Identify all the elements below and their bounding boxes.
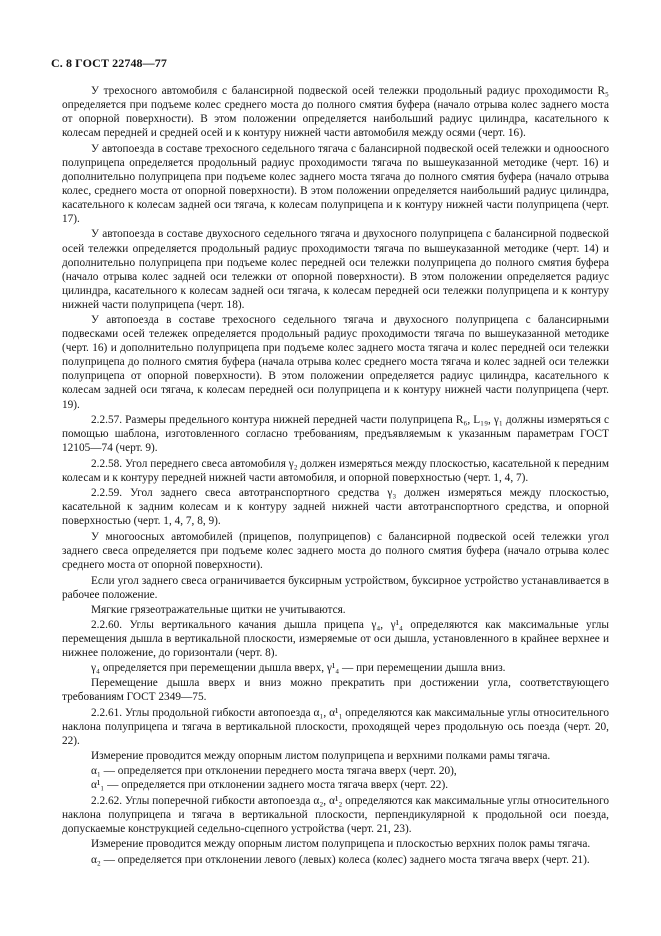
clause-2-2-57: 2.2.57. Размеры предельного контура нижней передней части полуприцепа R₆, L₁₉, γ₁ должны измеряться с помощью шаблона, изготовленного согласно требованиям, предъявляемым к указанным параметрам ГОСТ 12105—74 (черт. 9). [62, 414, 609, 455]
clause-2-2-59: 2.2.59. Угол заднего свеса автотранспортного средства γ₃ должен измеряться между плоскостью, касательной к задним колесам и к контуру задней нижней части автотранспортного средства, и опорной поверхностью (черт. 1, 4, 7, 8, 9). [62, 487, 609, 528]
clause-2-2-60: 2.2.60. Углы вертикального качания дышла прицепа γ₄, γ¹₄ определяются как максимальные углы перемещения дышла в вертикальной плоскости, измеряемые от оси дышла, установленного в крайнее верхнее и нижнее положение, до горизонтали (черт. 8). [62, 618, 609, 659]
paragraph: α¹₁ — определяется при отклонении заднего моста тягача вверх (черт. 22). [91, 779, 449, 792]
clause-2-2-61: 2.2.61. Углы продольной гибкости автопоезда α₁, α¹₁ определяются как максимальные углы относительного наклона полуприцепа и тягача в вертикальной плоскости, проходящей через продольную ось поезда (черт. 20, 22). [62, 706, 609, 747]
paragraph: Измерение проводится между опорным листом полуприцепа и верхними полками рамы тягача. [91, 750, 551, 763]
paragraph: У автопоезда в составе трехосного седельного тягача и двухосного полуприцепа с балансирными подвесками осей тележек определяется продольный радиус проходимости тягача по вышеуказанной методике (черт. 16) и дополнительно полуприцепа при подъеме колес заднего моста тягача и колес передней оси тележки полуприцепа до полного смятия буфера (начала отрыва колес среднего моста тягача и колес задней оси тележки полуприцепа от опорной поверхности). В этом положении определяется радиус цилиндра, касательного к колесам задней оси тягача, к колесам передней оси полуприцепа и к контуру нижней части полуприцепа (черт. 19). [62, 314, 609, 411]
paragraph: Перемещение дышла вверх и вниз можно прекратить при достижении угла, соответствующего требованиям ГОСТ 2349—75. [62, 676, 609, 703]
page-header: С. 8 ГОСТ 22748—77 [51, 56, 167, 70]
paragraph: Если угол заднего свеса ограничивается буксирным устройством, буксирное устройство устанавливается в рабочее положение. [62, 574, 609, 601]
paragraph: У автопоезда в составе двухосного седельного тягача и двухосного полуприцепа с балансирной подвеской осей тележки определяется продольный радиус проходимости тягача по вышеуказанной методике (черт. 14) и дополнительно полуприцепа при подъеме колес передней оси тележки полуприцепа до полного смятия буфера (начало отрыва колес задней оси тележки от опорной поверхности). В этом положении определяется радиус цилиндра, касательного к колесам задней оси тягача, к колесам передней оси тележки полуприцепа и к контуру нижней части полуприцепа (черт. 18). [62, 228, 609, 311]
clause-2-2-58: 2.2.58. Угол переднего свеса автомобиля γ₂ должен измеряться между плоскостью, касательной к передним колесам и к контуру передней нижней части автомобиля, и опорной поверхностью (черт. 1, 4, 7). [62, 457, 609, 484]
paragraph: У автопоезда в составе трехосного седельного тягача с балансирной подвеской осей тележки и одноосного полуприцепа определяется продольный радиус проходимости тягача по вышеуказанной методике (черт. 16) и дополнительно полуприцепа при подъеме колес заднего моста тягача до полного смятия буфера (начало отрыва колес, среднего моста от опорной поверхности). В этом положении определяется наибольший радиус цилиндра, касательного к колесам задней оси тягача, к колесам полуприцепа и к контуру нижней части полуприцепа (черт. 17). [62, 142, 609, 225]
paragraph: Мягкие грязеотражательные щитки не учитываются. [91, 604, 346, 617]
paragraph: γ₄ определяется при перемещении дышла вверх, γ¹₄ — при перемещении дышла вниз. [91, 662, 506, 675]
body-text [62, 84, 609, 869]
paragraph: У трехосного автомобиля с балансирной подвеской осей тележки продольный радиус проходимости R₅ определяется при подъеме колес среднего моста до полного смятия буфера (начало отрыва колес заднего моста от опорной поверхности). В этом положении определяется наибольший радиус цилиндра, касательного к колесам передней и средней осей и к контуру нижней части автомобиля между осями (черт. 16). [62, 85, 609, 140]
paragraph: α₂ — определяется при отклонении левого (левых) колеса (колес) заднего моста тягача вверх (черт. 21). [91, 853, 590, 866]
paragraph: Измерение проводится между опорным листом полуприцепа и плоскостью верхних полок рамы тягача. [91, 838, 591, 851]
clause-2-2-62: 2.2.62. Углы поперечной гибкости автопоезда α₂, α¹₂ определяются как максимальные углы относительного наклона полуприцепа и тягача в вертикальной плоскости, перпендикулярной к продольной оси поезда, допускаемые конструкцией седельно-сцепного устройства (черт. 21, 23). [62, 794, 609, 835]
paragraph: α₁ — определяется при отклонении переднего моста тягача вверх (черт. 20), [91, 764, 457, 777]
paragraph: У многоосных автомобилей (прицепов, полуприцепов) с балансирной подвеской осей тележки угол заднего свеса определяется при подъеме колес заднего моста до полного смятия буфера (начало отрыва колес среднего моста от опорной поверхности). [62, 530, 609, 572]
